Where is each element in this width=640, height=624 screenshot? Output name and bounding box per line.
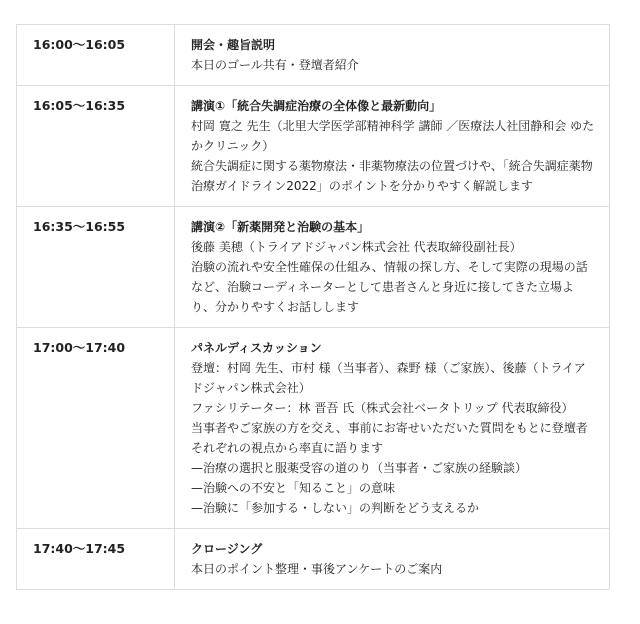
time-slot: 16:00〜16:05	[17, 25, 175, 86]
session-title: パネルディスカッション	[191, 341, 322, 355]
session-title: 講演②「新薬開発と治験の基本」	[191, 220, 370, 234]
panelists-info: 登壇：村岡 先生、市村 様（当事者）、森野 様（ご家族）、後藤（トライアドジャパン株式会社）	[191, 361, 586, 395]
time-slot: 17:00〜17:40	[17, 328, 175, 529]
speaker-info: 村岡 寛之 先生（北里大学医学部精神科学 講師 ／医療法人社団静和会 ゆたかクリニック）	[191, 119, 595, 153]
session-description: 統合失調症に関する薬物療法・非薬物療法の位置づけや、「統合失調症薬物治療ガイドライン2022」のポイントを分かりやすく解説します	[191, 159, 593, 193]
session-detail	[175, 529, 610, 590]
discussion-topic: —治験への不安と「知ること」の意味	[191, 481, 396, 495]
session-detail	[175, 25, 610, 86]
session-title: 講演①「統合失調症治療の全体像と最新動向」	[191, 99, 442, 113]
time-slot: 16:05〜16:35	[17, 86, 175, 207]
program-schedule-table	[16, 24, 610, 590]
discussion-topic: —治療の選択と服薬受容の道のり（当事者・ご家族の経験談）	[191, 461, 528, 475]
time-slot: 17:40〜17:45	[17, 529, 175, 590]
session-detail	[175, 207, 610, 328]
session-title: 開会・趣旨説明	[191, 38, 276, 52]
table-row	[17, 25, 610, 86]
session-description: 当事者やご家族の方を交え、事前にお寄せいただいた質問をもとに登壇者それぞれの視点から率直に語ります	[191, 421, 588, 455]
discussion-topic: —治験に「参加する・しない」の判断をどう支えるか	[191, 501, 480, 515]
session-title: クロージング	[191, 542, 263, 556]
table-row	[17, 86, 610, 207]
session-description: 治験の流れや安全性確保の仕組み、情報の探し方、そして実際の現場の話など、治験コーディネーターとして患者さんと身近に接してきた立場より、分かりやすくお話しします	[191, 260, 588, 314]
session-detail	[175, 328, 610, 529]
speaker-info: 後藤 美穂（トライアドジャパン株式会社 代表取締役副社長）	[191, 240, 522, 254]
session-detail	[175, 86, 610, 207]
table-row	[17, 207, 610, 328]
time-slot: 16:35〜16:55	[17, 207, 175, 328]
session-description: 本日のゴール共有・登壇者紹介	[191, 58, 359, 72]
facilitator-info: ファシリテーター：林 晋吾 氏（株式会社ベータトリップ 代表取締役）	[191, 401, 574, 415]
table-row	[17, 529, 610, 590]
table-row	[17, 328, 610, 529]
session-description: 本日のポイント整理・事後アンケートのご案内	[191, 562, 443, 576]
